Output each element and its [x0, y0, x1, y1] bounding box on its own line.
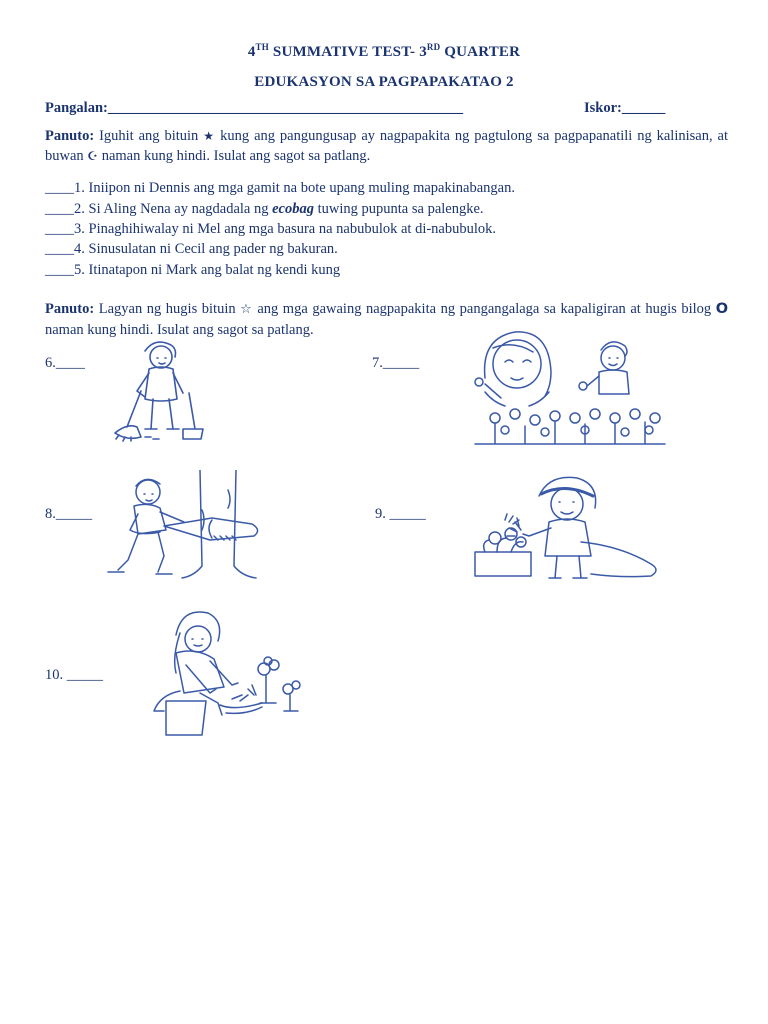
question-item-3: ____3. Pinaghihiwalay ni Mel ang mga basura na nabubulok at di-nabubulok. — [45, 221, 497, 237]
picture-item-9-label[interactable]: 9. _____ — [375, 506, 426, 522]
score-field[interactable]: Iskor:______ — [584, 100, 666, 116]
star-icon: ★ — [203, 129, 216, 143]
children-with-flowers-illustration — [465, 328, 670, 453]
instructions-part-1: Panuto: Iguhit ang bituin ★ kung ang pangungusap ay nagpapakita ng pagtulong sa pagpapanatili ng kalinisan, at buwan ☪ naman kung hindi. Isulat ang sagot sa patlang. — [45, 128, 728, 164]
boy-sweeping-illustration — [105, 333, 215, 445]
question-item-4: ____4. Sinusulatan ni Cecil ang pader ng bakuran. — [45, 241, 338, 257]
name-field[interactable]: Pangalan:_________________________________________________ — [45, 100, 464, 116]
boy-cutting-tree-illustration — [104, 470, 264, 582]
woman-planting-illustration — [140, 605, 305, 740]
picture-item-10-label[interactable]: 10. _____ — [45, 667, 103, 683]
test-title: 4TH SUMMATIVE TEST- 3RD QUARTER — [247, 42, 521, 60]
star-outline-icon: ☆ — [240, 302, 253, 317]
picture-item-8-label[interactable]: 8._____ — [45, 506, 93, 522]
picture-item-6-label[interactable]: 6.____ — [45, 355, 85, 371]
circle-icon: O — [715, 301, 729, 317]
girl-watering-plants-illustration — [465, 472, 670, 584]
question-item-1: ____1. Iniipon ni Dennis ang mga gamit na bote upang muling mapakinabangan. — [45, 180, 515, 196]
moon-icon: ☪ — [87, 149, 99, 163]
subject-title: EDUKASYON SA PAGPAPAKATAO 2 — [254, 74, 514, 90]
question-item-5: ____5. Itinatapon ni Mark ang balat ng kendi kung — [45, 262, 341, 278]
instructions-part-2: Panuto: Lagyan ng hugis bituin ☆ ang mga gawaing nagpapakita ng pangangalaga sa kapaligiran at hugis bilog O naman kung hindi. Isulat ang sagot sa patlang. — [45, 301, 729, 338]
question-item-2: ____2. Si Aling Nena ay nagdadala ng ecobag tuwing pupunta sa palengke. — [45, 201, 484, 217]
picture-item-7-label[interactable]: 7._____ — [372, 355, 420, 371]
